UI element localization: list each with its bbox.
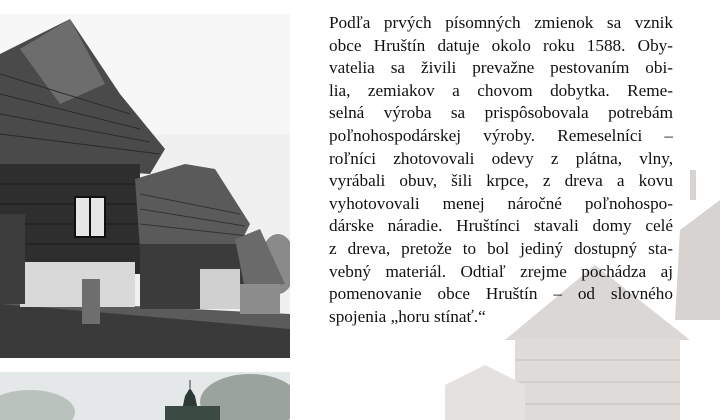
article-text: [329, 12, 673, 328]
article-line: lia, zemiakov a chovom dobytka. Reme-: [329, 80, 673, 100]
article-line: spojenia „horu stínať.“: [329, 306, 486, 326]
article-line: vebný materiál. Odtiaľ zrejme pochádza aj: [329, 261, 673, 281]
article-line: roľníci zhotovovali odevy z plátna, vlny,: [329, 148, 673, 168]
article-line: z dreva, pretože to bol jediný dostupný sta-: [329, 238, 673, 258]
article-line: vatelia sa živili prevažne pestovaním obi-: [329, 58, 673, 78]
article-line: Podľa prvých písomných zmienok sa vznik: [329, 13, 673, 32]
article-line: vyrábali obuv, šili krpce, z dreva a kovu: [329, 171, 673, 191]
article-line: pomenovanie obce Hruštín – od slovného: [329, 284, 673, 304]
wooden-church-photo: [0, 372, 290, 420]
article-line: obce Hruštín datuje okolo roku 1588. Oby-: [329, 35, 673, 55]
article-line: poľnohospodárskej výroby. Remeselníci –: [329, 125, 673, 145]
article-line: vyhotovovali menej náročné poľnohospo-: [329, 193, 673, 213]
article-line: selná výroba sa prispôsobovala potrebám: [329, 103, 673, 123]
wooden-church-illustration: [0, 372, 290, 420]
article-line: dárske náradie. Hruštínci stavali domy celé: [329, 216, 673, 236]
historic-wooden-houses-photo: [0, 14, 290, 358]
wooden-houses-illustration: [0, 14, 290, 358]
